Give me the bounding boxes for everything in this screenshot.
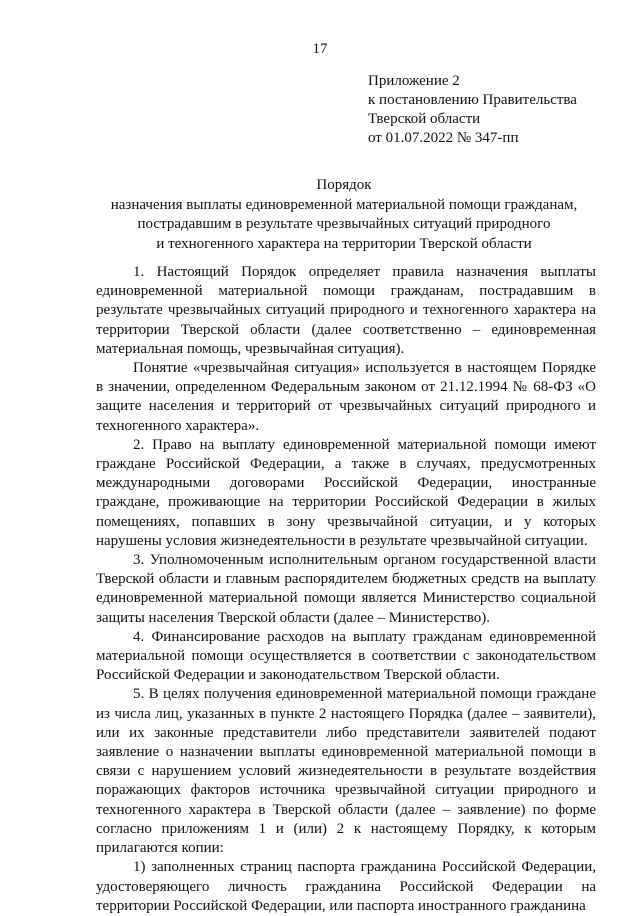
- paragraph-4: 4. Финансирование расходов на выплату гражданам единовременной материальной помощи осуществляется в соответствии с законодательством Российской Федерации и законодательством Тверской области.: [96, 628, 596, 684]
- paragraph-2: 2. Право на выплату единовременной материальной помощи имеют граждане Российской Федерации, а также в случаях, предусмотренных международными договорами Российской Федерации, иностранные граждане, проживающие на территории Российской Федерации в жилых помещениях, попавших в зону чрезвычайной ситуации, и у которых нарушены условия жизнедеятельности в результате чрезвычайной ситуации.: [96, 436, 596, 549]
- appendix-line: к постановлению Правительства: [368, 92, 577, 108]
- paragraph-5-item-1: 1) заполненных страниц паспорта гражданина Российской Федерации, удостоверяющего личность гражданина Российской Федерации на территории Российской Федерации, или паспорта иностранного гражданина: [96, 859, 596, 914]
- appendix-line: от 01.07.2022 № 347-пп: [368, 130, 519, 146]
- paragraph-concept: Понятие «чрезвычайная ситуация» используется в настоящем Порядке в значении, определенном Федеральным законом от 21.12.1994 № 68-ФЗ «О защите населения и территорий от чрезвычайных ситуаций природного и техногенного характера».: [96, 360, 596, 434]
- appendix-line: Приложение 2: [368, 73, 460, 89]
- appendix-line: Тверской области: [368, 111, 481, 127]
- title-heading: Порядок: [316, 177, 372, 193]
- document-body: [96, 263, 596, 916]
- paragraph-3: 3. Уполномоченным исполнительным органом государственной власти Тверской области и главным распорядителем бюджетных средств на выплату единовременной материальной помощи является Министерство социальной защиты населения Тверской области (далее – Министерство).: [96, 552, 596, 626]
- appendix-block: [368, 72, 628, 148]
- title-line: и техногенного характера на территории Тверской области: [156, 235, 532, 252]
- page-number: 17: [312, 41, 328, 57]
- paragraph-5: 5. В целях получения единовременной материальной помощи граждане из числа лиц, указанных в пункте 2 настоящего Порядка (далее – заявители), или их законные представители либо представители заявителей подают заявление о назначении выплаты единовременной материальной помощи в связи с нарушением условий жизнедеятельности в результате воздействия поражающих факторов источника чрезвычайной ситуации природного и техногенного характера в Тверской области (далее – заявление) по форме согласно приложениям 1 и (или) 2 к настоящему Порядку, к которым прилагаются копии:: [96, 686, 596, 857]
- title-line: назначения выплаты единовременной материальной помощи гражданам,: [110, 196, 578, 213]
- paragraph-1: 1. Настоящий Порядок определяет правила назначения выплаты единовременной материальной помощи гражданам, пострадавшим в результате чрезвычайных ситуаций природного и техногенного характера на территории Тверской области (далее соответственно – единовременная материальная помощь, чрезвычайная ситуация).: [96, 264, 596, 357]
- document-title: [96, 176, 592, 254]
- title-line: пострадавшим в результате чрезвычайных ситуаций природного: [137, 216, 551, 232]
